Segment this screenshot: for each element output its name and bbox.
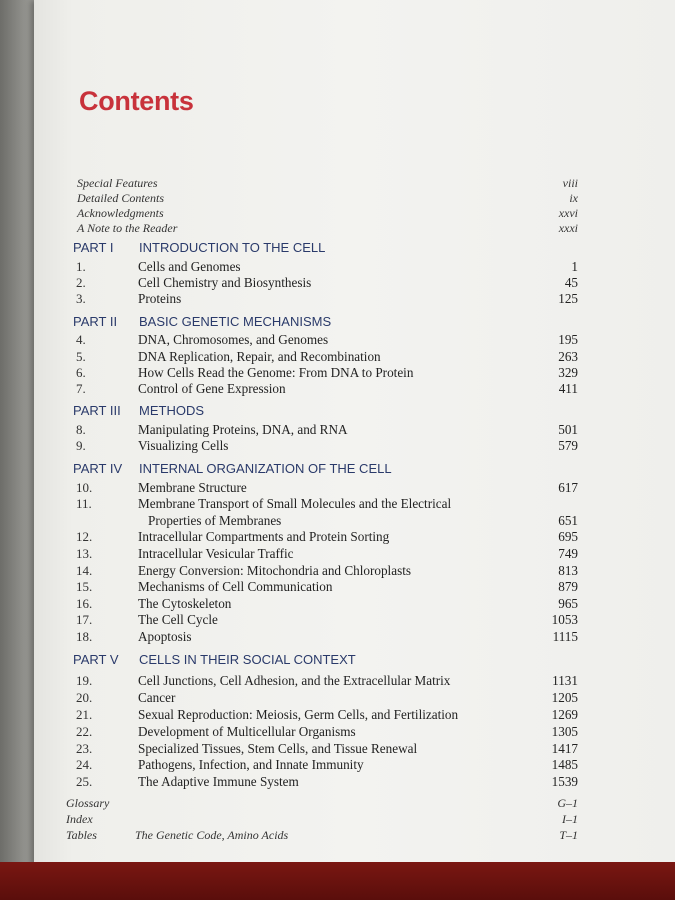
front-matter-item: Detailed Contents ix xyxy=(77,191,578,205)
chapter-entry: 4. DNA, Chromosomes, and Genomes 195 xyxy=(76,332,578,347)
front-matter-item: Acknowledgments xxvi xyxy=(77,206,578,220)
part-heading: PART III METHODS xyxy=(73,403,204,418)
part-heading: PART I INTRODUCTION TO THE CELL xyxy=(73,240,326,255)
chapter-entry: 5. DNA Replication, Repair, and Recombination 263 xyxy=(76,349,578,364)
chapter-entry: 14. Energy Conversion: Mitochondria and Chloroplasts 813 xyxy=(76,563,578,578)
chapter-entry: 2. Cell Chemistry and Biosynthesis 45 xyxy=(76,275,578,290)
chapter-entry: 20. Cancer 1205 xyxy=(76,690,578,705)
chapter-entry: 18. Apoptosis 1115 xyxy=(76,629,578,644)
chapter-entry: 3. Proteins 125 xyxy=(76,291,578,306)
chapter-entry: 25. The Adaptive Immune System 1539 xyxy=(76,774,578,789)
chapter-entry: 21. Sexual Reproduction: Meiosis, Germ Cells, and Fertilization 1269 xyxy=(76,707,578,722)
chapter-entry: 11. Membrane Transport of Small Molecules and the Electrical xyxy=(76,496,452,511)
back-matter-item: Tables The Genetic Code, Amino Acids T–1 xyxy=(66,828,578,842)
back-matter-item: Index I–1 xyxy=(66,812,578,826)
chapter-entry-continued: Properties of Membranes 651 xyxy=(148,513,578,528)
chapter-entry: 22. Development of Multicellular Organisms 1305 xyxy=(76,724,578,739)
part-heading: PART V CELLS IN THEIR SOCIAL CONTEXT xyxy=(73,652,356,667)
chapter-entry: 8. Manipulating Proteins, DNA, and RNA 501 xyxy=(76,422,578,437)
front-matter-item: Special Features viii xyxy=(77,176,578,190)
chapter-entry: 12. Intracellular Compartments and Protein Sorting 695 xyxy=(76,529,578,544)
chapter-entry: 24. Pathogens, Infection, and Innate Immunity 1485 xyxy=(76,757,578,772)
chapter-entry: 6. How Cells Read the Genome: From DNA to Protein 329 xyxy=(76,365,578,380)
chapter-entry: 9. Visualizing Cells 579 xyxy=(76,438,578,453)
book-cover-edge xyxy=(0,862,675,900)
chapter-entry: 10. Membrane Structure 617 xyxy=(76,480,578,495)
part-heading: PART IV INTERNAL ORGANIZATION OF THE CELL xyxy=(73,461,392,476)
front-matter-item: A Note to the Reader xxxi xyxy=(77,221,578,235)
chapter-entry: 1. Cells and Genomes 1 xyxy=(76,259,578,274)
chapter-entry: 13. Intracellular Vesicular Traffic 749 xyxy=(76,546,578,561)
chapter-entry: 23. Specialized Tissues, Stem Cells, and Tissue Renewal 1417 xyxy=(76,741,578,756)
chapter-entry: 17. The Cell Cycle 1053 xyxy=(76,612,578,627)
part-heading: PART II BASIC GENETIC MECHANISMS xyxy=(73,314,332,329)
chapter-entry: 19. Cell Junctions, Cell Adhesion, and the Extracellular Matrix 1131 xyxy=(76,673,578,688)
chapter-entry: 15. Mechanisms of Cell Communication 879 xyxy=(76,579,578,594)
chapter-entry: 16. The Cytoskeleton 965 xyxy=(76,596,578,611)
page-title: Contents xyxy=(79,86,194,116)
chapter-entry: 7. Control of Gene Expression 411 xyxy=(76,381,578,396)
back-matter-item: Glossary G–1 xyxy=(66,796,578,810)
